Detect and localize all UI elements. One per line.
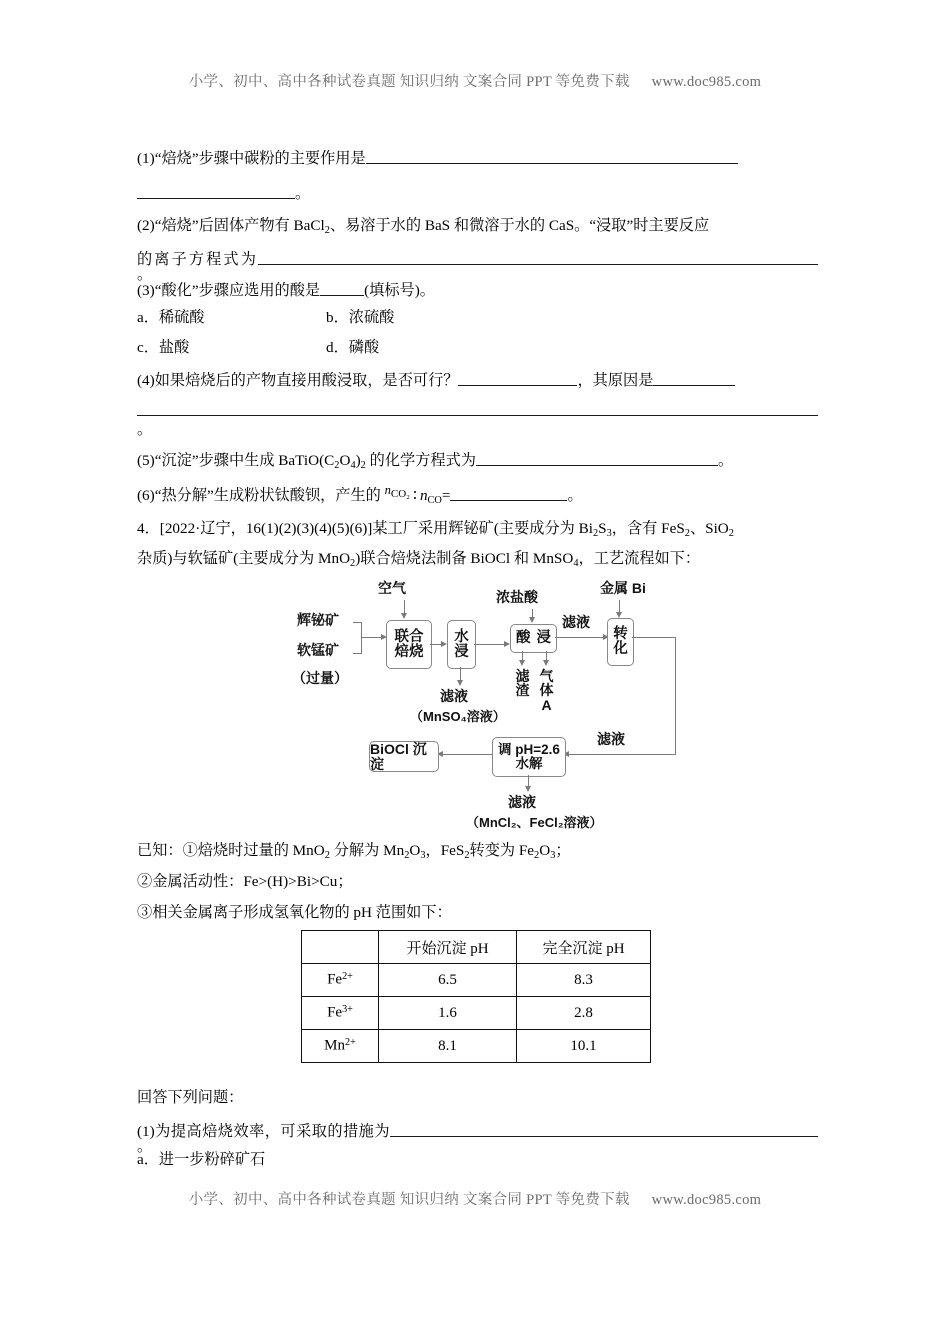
flow-label-mncl2-fecl2-solution: （MnCl₂、FeCl₂溶液） [466, 815, 603, 830]
header-url: www.doc985.com [651, 74, 762, 90]
known-condition-2 [137, 874, 818, 889]
table-header-full-ph: 完全沉淀 pH [517, 931, 651, 964]
ion-symbol: Fe [327, 1004, 343, 1021]
arrow-residue-down [519, 660, 525, 666]
q3-4-line3 [137, 422, 818, 437]
water-to-acid-line [474, 644, 505, 645]
conv-down-line [675, 637, 676, 755]
known-g: ； [555, 842, 571, 859]
n-co2-subscript: CO₂ [390, 488, 410, 500]
air-line [404, 600, 405, 614]
question-3-6 [137, 485, 818, 506]
table-cell-full-ph: 8.3 [517, 964, 651, 997]
ratio-colon: ∶ [413, 487, 417, 504]
answer-blank[interactable] [390, 1121, 818, 1137]
question-3-3-options-row2 [137, 340, 818, 355]
subscript: 2 [324, 224, 330, 236]
q4-stem-l1 [137, 521, 818, 539]
known-l1 [137, 843, 818, 861]
table-header-row [302, 931, 651, 964]
flow-box-joint-roasting[interactable] [386, 620, 432, 669]
question-4-1 [137, 1121, 818, 1154]
question-3-1-cont [137, 183, 818, 201]
arrow-water-out-down [457, 680, 463, 686]
box-label-line1: 调 pH=2.6 [498, 742, 560, 758]
subscript: 4 [573, 557, 579, 569]
q3-2-line1 [137, 218, 818, 236]
known-b: 分解为 Mn [329, 842, 405, 859]
subscript: 2 [404, 849, 410, 861]
footer-url: www.doc985.com [651, 1192, 762, 1208]
ion-symbol: Fe [327, 971, 343, 988]
question-3-4 [137, 370, 818, 388]
known-f: O [539, 842, 551, 859]
ph-to-biocl-line [443, 754, 492, 755]
table-cell-start-ph: 6.5 [379, 964, 517, 997]
q3-2-period: 。 [137, 266, 153, 284]
flow-label-filter-residue: 滤渣 [515, 668, 530, 699]
table-cell-start-ph: 1.6 [379, 997, 517, 1030]
ion-charge: 2+ [342, 971, 353, 983]
known-condition-1 [137, 843, 818, 861]
ion-charge: 3+ [342, 1004, 353, 1016]
q4-stem-b: S [598, 520, 607, 537]
question-4-stem-line1 [137, 521, 818, 539]
question-3-2 [137, 218, 818, 236]
footer-text: 小学、初中、高中各种试卷真题 知识归纳 文案合同 PPT 等免费下载 [188, 1192, 630, 1208]
flow-box-ph-hydrolysis[interactable] [492, 737, 566, 777]
q3-4-line2 [137, 400, 818, 418]
q3-2-text-b: 、易溶于水的 BaS 和微溶于水的 CaS。“浸取”时主要反应 [329, 217, 710, 234]
header-text: 小学、初中、高中各种试卷真题 知识归纳 文案合同 PPT 等免费下载 [188, 74, 630, 90]
q3-1-line1 [137, 148, 818, 166]
q3-5-paren: ) [355, 452, 361, 469]
flow-box-water-leaching[interactable] [447, 620, 476, 669]
flow-label-filtrate-water: 滤液 [440, 688, 468, 704]
acid-to-conv-line [555, 637, 604, 638]
q3-3-text: (3)“酸化”步骤应选用的酸是 [137, 282, 321, 299]
subscript: 2 [684, 527, 690, 539]
known-l2: ②金属活动性：Fe>(H)>Bi>Cu； [137, 873, 353, 890]
flow-label-filtrate-right: 滤液 [597, 731, 625, 747]
conv-right-line [632, 637, 676, 638]
answer-blank[interactable] [137, 183, 295, 199]
question-3-4-period [137, 422, 818, 437]
ion-symbol: Mn [324, 1037, 345, 1054]
flow-label-filtrate-bottom: 滤液 [508, 794, 536, 810]
q4-1-text: (1)为提高焙烧效率，可采取的措施为 [137, 1123, 390, 1140]
question-3-5 [137, 450, 818, 471]
flow-input-air: 空气 [378, 580, 406, 596]
table-header-start-ph: 开始沉淀 pH [379, 931, 517, 964]
question-3-4-cont [137, 400, 818, 418]
box-label-line1: 酸 [516, 630, 531, 647]
options-row [137, 310, 818, 325]
known-c: O [409, 842, 421, 859]
q3-5-text-a: (5)“沉淀”步骤中生成 BaTiO(C [137, 452, 335, 469]
q4-1-option-a[interactable]: a．进一步粉碎矿石 [137, 1151, 266, 1168]
box-label-line2: 水解 [515, 756, 543, 771]
question-3-3-options-row1 [137, 310, 818, 325]
table-cell-ion [302, 1030, 379, 1063]
flow-box-acid-leaching[interactable] [510, 624, 557, 653]
table-row [302, 964, 651, 997]
answer-blank[interactable] [258, 249, 818, 265]
box-label-line1: 联合 [394, 628, 424, 645]
page-header [0, 70, 950, 91]
flow-input-conc-hcl: 浓盐酸 [496, 589, 538, 605]
q3-5-text-mid: O [339, 452, 351, 469]
box-label-line2: 浸 [536, 630, 551, 647]
water-out-line [460, 667, 461, 681]
table-cell-ion [302, 964, 379, 997]
option-b[interactable]: b．浓硫酸 [326, 309, 395, 326]
flow-input-pyrolusite: 软锰矿 [297, 642, 339, 658]
arrow-gas-a-down [543, 660, 549, 666]
ion-charge: 2+ [345, 1037, 356, 1049]
option-a[interactable]: a．稀硫酸 [137, 309, 205, 326]
flow-input-pyrolusite-note: （过量） [292, 670, 348, 686]
q3-3-tail: (填标号)。 [364, 282, 435, 299]
q3-3-line [137, 280, 818, 298]
flow-input-metal-bi: 金属 Bi [600, 580, 646, 596]
box-label-line2: 焙烧 [394, 643, 424, 660]
q3-4-period: 。 [137, 421, 153, 438]
n-symbol: n [419, 487, 428, 504]
option-c[interactable]: c．盐酸 [137, 339, 190, 356]
q4-stem-c: ，含有 FeS [611, 520, 685, 537]
box-label-line1: 水 [454, 628, 469, 645]
table-cell-ion [302, 997, 379, 1030]
page-footer [0, 1188, 950, 1209]
q3-1-period: 。 [295, 185, 311, 202]
question-3-3 [137, 280, 818, 298]
table-cell-full-ph: 2.8 [517, 997, 651, 1030]
subscript: 2 [534, 849, 540, 861]
question-4-stem-line2 [137, 551, 818, 569]
known-e: 转变为 Fe [469, 842, 535, 859]
known-condition-3 [137, 905, 818, 920]
question-4-1-option-a [137, 1152, 818, 1167]
box-label-line1: 转 [613, 626, 628, 643]
subscript: 3 [606, 527, 612, 539]
flow-box-conversion[interactable] [607, 618, 634, 666]
arrow-hcl-down [529, 617, 535, 623]
known-a: 已知：①焙烧时过量的 MnO [137, 842, 325, 859]
q4-stem-a: 4．[2022·辽宁，16(1)(2)(3)(4)(5)(6)]某工厂采用辉铋矿(主要成分为 Bi [137, 520, 593, 537]
q3-5-line [137, 450, 818, 471]
q4-stem-d: 、SiO [689, 520, 729, 537]
q3-4-line1 [137, 370, 818, 388]
arrow-ph-out-down [525, 786, 531, 792]
box-label-line2: 化 [613, 641, 628, 657]
subscript: 2 [464, 849, 470, 861]
flow-label-filtrate-top: 滤液 [562, 614, 590, 630]
q3-4-text-a: (4)如果焙烧后的产物直接用酸浸取，是否可行？ [137, 372, 459, 389]
question-3-1 [137, 148, 818, 166]
q3-5-text-b: 的化学方程式为 [365, 452, 476, 469]
n-co-subscript: CO [427, 494, 442, 506]
box-label: BiOCl 沉淀 [370, 741, 427, 772]
answer-blank[interactable] [137, 400, 818, 416]
subscript: 2 [360, 459, 366, 471]
answer-blank[interactable] [450, 485, 567, 501]
box-label-line2: 浸 [454, 643, 469, 660]
table-row [302, 1030, 651, 1063]
q3-2-line2 [137, 249, 818, 282]
flow-label-gas-a: 气体A [539, 668, 554, 713]
q3-5-period: 。 [717, 452, 734, 469]
subscript: 2 [324, 849, 330, 861]
option-d[interactable]: d．磷酸 [326, 339, 380, 356]
flow-box-biocl-precipitate[interactable] [369, 741, 439, 772]
q4-1-period: 。 [137, 1138, 153, 1156]
options-row [137, 340, 818, 355]
answer-blank[interactable] [653, 370, 735, 386]
equals-sign: = [441, 487, 451, 504]
table-cell-start-ph: 8.1 [379, 1030, 517, 1063]
q3-6-text-a: (6)“热分解”生成粉状钛酸钡，产生的 [137, 487, 385, 504]
table-row [302, 997, 651, 1030]
subscript: 3 [420, 849, 426, 861]
q3-6-line [137, 485, 818, 506]
q4-stem-g: ，工艺流程如下： [578, 550, 701, 567]
answer-prompt: 回答下列问题： [137, 1089, 244, 1106]
answer-prompt-block [137, 1090, 818, 1105]
table-cell-full-ph: 10.1 [517, 1030, 651, 1063]
subscript: 2 [728, 527, 734, 539]
q3-1-line2 [137, 183, 818, 201]
known-l3: ③相关金属离子形成氢氧化物的 pH 范围如下： [137, 904, 452, 921]
subscript: 3 [550, 849, 556, 861]
bracket-line-vertical [361, 622, 362, 654]
answer-blank[interactable] [366, 148, 738, 164]
q3-6-period: 。 [567, 487, 583, 504]
table-header-blank [302, 931, 379, 964]
q4-stem-f: )联合焙烧法制备 BiOCl 和 MnSO [355, 550, 574, 567]
subscript: 2 [334, 459, 340, 471]
q4-stem-l2 [137, 551, 818, 569]
conv-to-ph-line [569, 754, 676, 755]
bracket-to-roast-line [361, 637, 381, 638]
n-symbol: n [384, 483, 391, 497]
q3-2-text-a: (2)“焙烧”后固体产物有 BaCl [137, 217, 325, 234]
q4-stem-e: 杂质)与软锰矿(主要成分为 MnO [137, 550, 351, 567]
known-d: ，FeS [425, 842, 465, 859]
subscript: 4 [350, 459, 356, 471]
q3-1-text: (1)“焙烧”步骤中碳粉的主要作用是 [137, 150, 366, 167]
answer-blank[interactable] [320, 280, 364, 296]
q4-1-line [137, 1121, 818, 1154]
flow-input-bismuthinite: 辉铋矿 [297, 612, 339, 628]
answer-blank[interactable] [476, 450, 718, 466]
flow-label-mnso4-solution: （MnSO₄溶液） [410, 709, 506, 724]
question-3-2-cont [137, 249, 818, 282]
process-flow-diagram [137, 577, 818, 832]
subscript: 2 [592, 527, 599, 539]
q3-2-text-c: 的离子方程式为 [137, 251, 258, 268]
answer-blank[interactable] [458, 370, 577, 386]
subscript: 2 [350, 557, 356, 569]
arrow-air-down [401, 613, 407, 619]
q3-4-text-b: ，其原因是 [577, 372, 654, 389]
ph-range-table [301, 930, 651, 1063]
